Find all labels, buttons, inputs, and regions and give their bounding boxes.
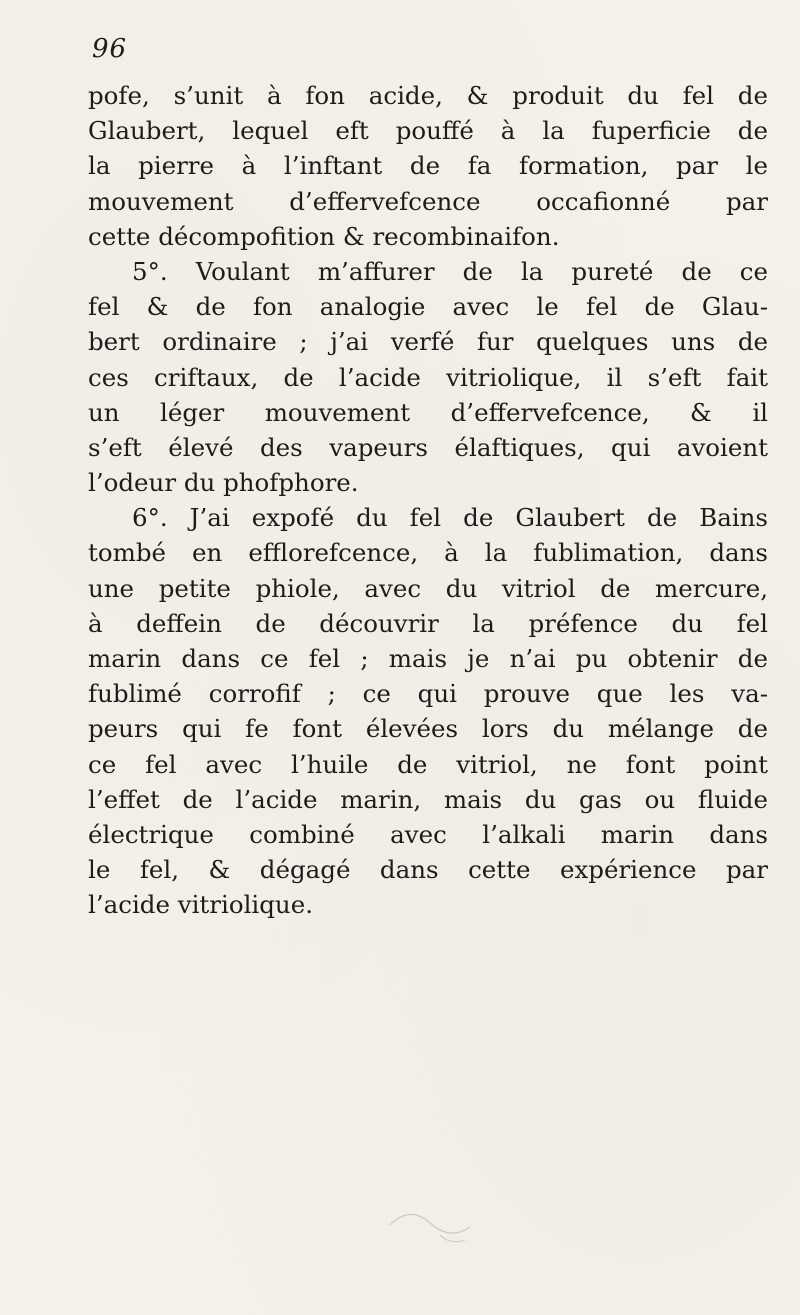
text-line: bert ordinaire ; j’ai verfé fur quelques uns de [88,327,768,357]
text-line: Glaubert, lequel eft pouffé à la fuperficie de [88,116,768,146]
text-line: fel & de fon analogie avec le fel de Glau- [88,292,768,322]
text-line: peurs qui fe font élevées lors du mélange de [88,714,768,744]
ink-smear-mark [380,1195,500,1255]
paragraph-start-line: 6°. J’ai expofé du fel de Glaubert de Bains [132,503,768,533]
text-line: une petite phiole, avec du vitriol de mercure, [88,573,768,603]
text-line: un léger mouvement d’effervefcence, & il [88,397,768,427]
text-line: l’acide vitriolique. [88,890,313,920]
text-line: à deffein de découvrir la préfence du fel [88,608,768,638]
text-line: s’eft élevé des vapeurs élaftiques, qui avoient [88,432,768,462]
body-text [88,78,768,923]
paragraph-start-line: 5°. Voulant m’affurer de la pureté de ce [132,256,768,286]
text-line: l’odeur du phofphore. [88,468,359,498]
text-line: cette décompofition & recombinaifon. [88,221,560,251]
text-line: ce fel avec l’huile de vitriol, ne font point [88,749,768,779]
text-line: l’effet de l’acide marin, mais du gas ou fluide [88,784,768,814]
text-line: mouvement d’effervefcence occafionné par [88,186,768,216]
text-line: électrique combiné avec l’alkali marin dans [88,819,768,849]
text-line: ces criftaux, de l’acide vitriolique, il s’eft fait [88,362,768,392]
text-line: tombé en efflorefcence, à la fublimation, dans [88,538,768,568]
page-number: 96 [92,34,128,64]
text-line: le fel, & dégagé dans cette expérience par [88,855,768,885]
text-line: la pierre à l’inftant de fa formation, par le [88,151,768,181]
text-line: fublimé corrofif ; ce qui prouve que les va- [88,679,768,709]
text-line: pofe, s’unit à fon acide, & produit du fel de [88,81,768,110]
text-line: marin dans ce fel ; mais je n’ai pu obtenir de [88,644,768,673]
